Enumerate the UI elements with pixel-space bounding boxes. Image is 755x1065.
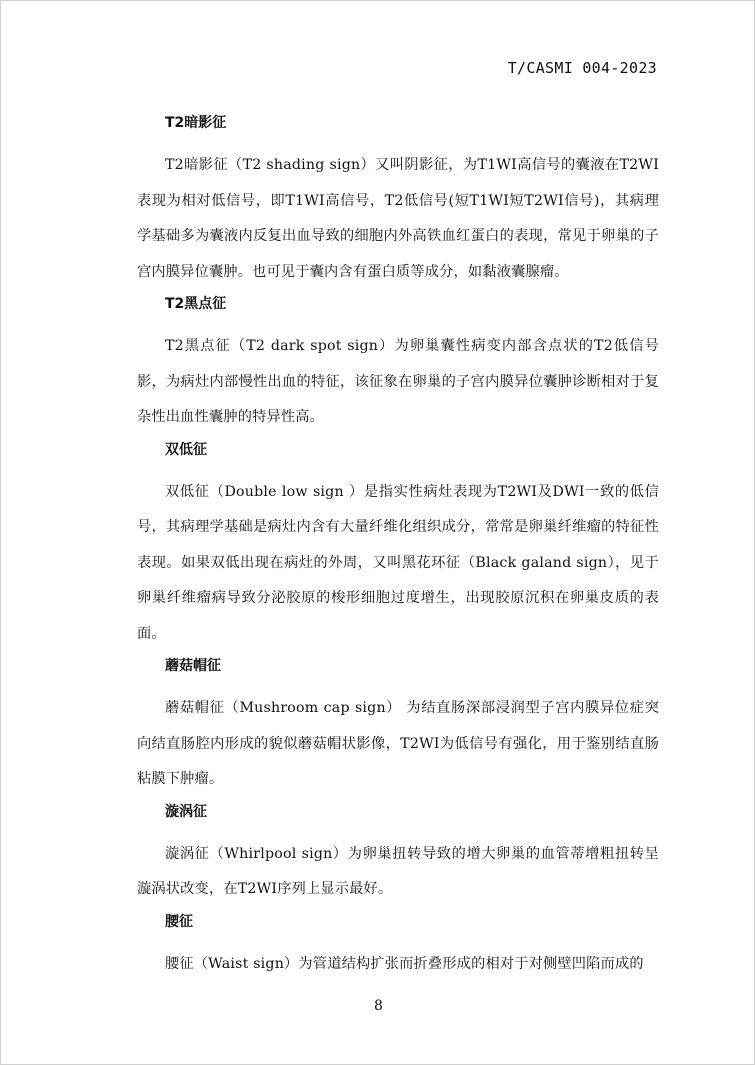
- page-content: [137, 113, 659, 986]
- section-whirlpool-sign: [137, 802, 659, 908]
- section-heading: 腰征: [165, 913, 193, 930]
- section-paragraph: 蘑菇帽征（Mushroom cap sign） 为结直肠深部浸润型子宫内膜异位症突向结直肠腔内形成的貌似蘑菇帽状影像，T2WI为低信号有强化，用于鉴别结直肠粘膜下肿瘤。: [137, 700, 659, 787]
- section-paragraph: 腰征（Waist sign）为管道结构扩张而折叠形成的相对于对侧壁凹陷而成的: [165, 955, 644, 972]
- section-mushroom-cap-sign: [137, 656, 659, 798]
- section-heading: T2黑点征: [165, 296, 227, 312]
- section-paragraph: 漩涡征（Whirlpool sign）为卵巢扭转导致的增大卵巢的血管蒂增粗扭转呈漩涡状改变，在T2WI序列上显示最好。: [137, 845, 659, 897]
- document-code: T/CASMI 004-2023: [507, 59, 657, 77]
- section-paragraph: T2暗影征（T2 shading sign）又叫阴影征，为T1WI高信号的囊液在T2WI表现为相对低信号，即T1WI高信号，T2低信号(短T1WI短T2WI信号)，其病理学基础多为囊液内反复出血导致的细胞内外高铁血红蛋白的表现，常见于卵巢的子宫内膜异位囊肿。也可见于囊内含有蛋白质等成分，如黏液囊腺瘤。: [137, 157, 659, 280]
- section-heading: 双低征: [165, 441, 207, 458]
- section-waist-sign: [137, 912, 659, 983]
- section-heading: 漩涡征: [165, 803, 207, 820]
- section-paragraph: T2黑点征（T2 dark spot sign）为卵巢囊性病变内部含点状的T2低信号影，为病灶内部慢性出血的特征，该征象在卵巢的子宫内膜异位囊肿诊断相对于复杂性出血性囊肿的特异性高。: [137, 338, 659, 425]
- section-t2-dark-spot-sign: [137, 294, 659, 436]
- section-double-low-sign: [137, 440, 659, 653]
- section-heading: 蘑菇帽征: [165, 658, 221, 674]
- section-heading: T2暗影征: [165, 115, 227, 131]
- section-t2-shading-sign: [137, 113, 659, 290]
- page-number: 8: [374, 998, 383, 1014]
- section-paragraph: 双低征（Double low sign ）是指实性病灶表现为T2WI及DWI一致的低信号，其病理学基础是病灶内含有大量纤维化组织成分，常常是卵巢纤维瘤的特征性表现。如果双低出现在病灶的外周，又叫黑花环征（Black galand sign），见于卵巢纤维瘤病导致分泌胶原的梭形细胞过度增生，出现胶原沉积在卵巢皮质的表面。: [137, 483, 659, 642]
